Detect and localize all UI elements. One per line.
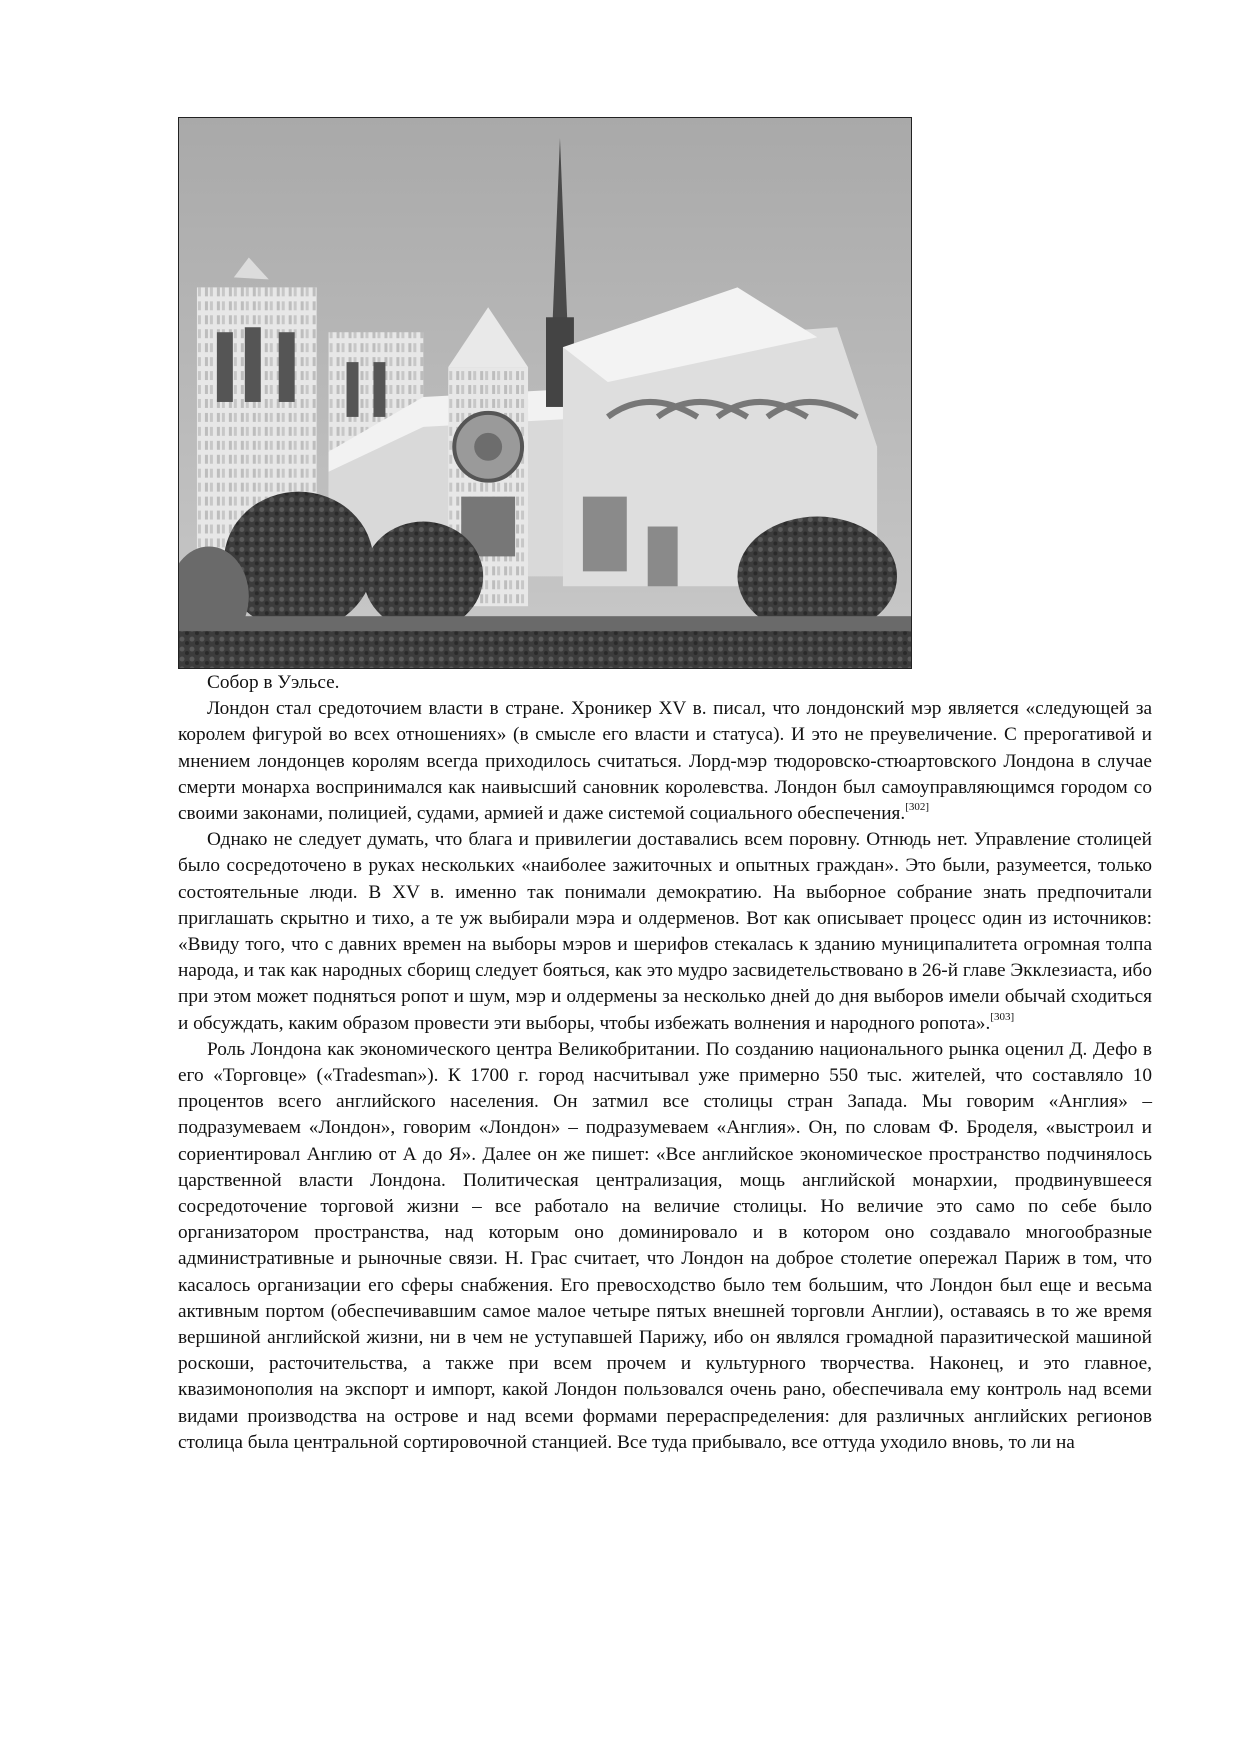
- cathedral-illustration: [179, 118, 911, 668]
- photo-caption: Собор в Уэльсе.: [207, 672, 340, 693]
- paragraph-text: Однако не следует думать, что блага и привилегии доставались всем поровну. Отнюдь нет. Управление столицей было сосредоточено в руках нескольких «наиболее зажиточных и опытных граждан». Это были, разумеется, только состоятельные люди. В XV в. именно так понимали демократию. На выборное собрание знать предпочитали приглашать скрытно и тихо, а те уж выбирали мэра и олдерменов. Вот как описывает процесс один из источников: «Ввиду того, что с давних времен на выборы мэров и шерифов стекалась к зданию муниципалитета огромная толпа народа, и так как народных сборищ следует бояться, как это мудро засвидетельствовано в 26-й главе Экклезиаста, ибо при этом может подняться ропот и шум, мэр и олдермены за несколько дней до дня выборов имели обычай сходиться и обсуждать, каким образом провести эти выборы, чтобы избежать волнения и народного ропота».: [178, 829, 1152, 1034]
- footnote-ref[interactable]: [303]: [990, 1010, 1015, 1023]
- footnote-ref[interactable]: [302]: [905, 801, 930, 814]
- article-text: [178, 670, 1152, 1456]
- paragraph: [178, 827, 1152, 1037]
- paragraph-text: Роль Лондона как экономического центра Великобритании. По созданию национального рынка оценил Д. Дефо в его «Торговце» («Tradesman»). К 1700 г. город насчитывал уже примерно 550 тыс. жителей, что составляло 10 процентов всего английского населения. Он затмил все столицы стран Запада. Мы говорим «Англия» – подразумеваем «Лондон», говорим «Лондон» – подразумеваем «Англия». Он, по словам Ф. Броделя, «выстроил и сориентировал Англию от А до Я». Далее он же пишет: «Все английское экономическое пространство подчинялось царственной власти Лондона. Политическая централизация, мощь английской монархии, продвинувшееся сосредоточение торговой жизни – все работало на величие столицы. Но величие это само по себе было организатором пространства, над которым оно доминировало и в котором оно создавало многообразные административные и рыночные связи. Н. Грас считает, что Лондон на доброе столетие опережал Париж в том, что касалось организации его сферы снабжения. Его превосходство было тем большим, что Лондон был еще и весьма активным портом (обеспечивавшим самое малое четыре пятых внешней торговли Англии), оставаясь в то же время вершиной английской жизни, ни в чем не уступавшей Парижу, ибо он являлся громадной паразитической машиной роскоши, расточительства, а также при всем прочем и культурного творчества. Наконец, и это главное, квазимонополия на экспорт и импорт, какой Лондон пользовался очень рано, обеспечивала ему контроль над всеми видами производства на острове и над всеми формами перераспределения: для различных английских регионов столица была центральной сортировочной станцией. Все туда прибывало, все оттуда уходило вновь, то ли на: [178, 1038, 1152, 1453]
- paragraph: [178, 696, 1152, 827]
- paragraph: [178, 1037, 1152, 1456]
- cathedral-photo: [178, 117, 912, 669]
- paragraph-text: Лондон стал средоточием власти в стране. Хроникер XV в. писал, что лондонский мэр является «следующей за королем фигурой во всех отношениях» (в смысле его власти и статуса). И это не преувеличение. С прерогативой и мнением лондонцев королям всегда приходилось считаться. Лорд-мэр тюдоровско-стюартовского Лондона в случае смерти монарха воспринимался как наивысший сановник королевства. Лондон был самоуправляющимся городом со своими законами, полицией, судами, армией и даже системой социального обеспечения.: [178, 698, 1152, 825]
